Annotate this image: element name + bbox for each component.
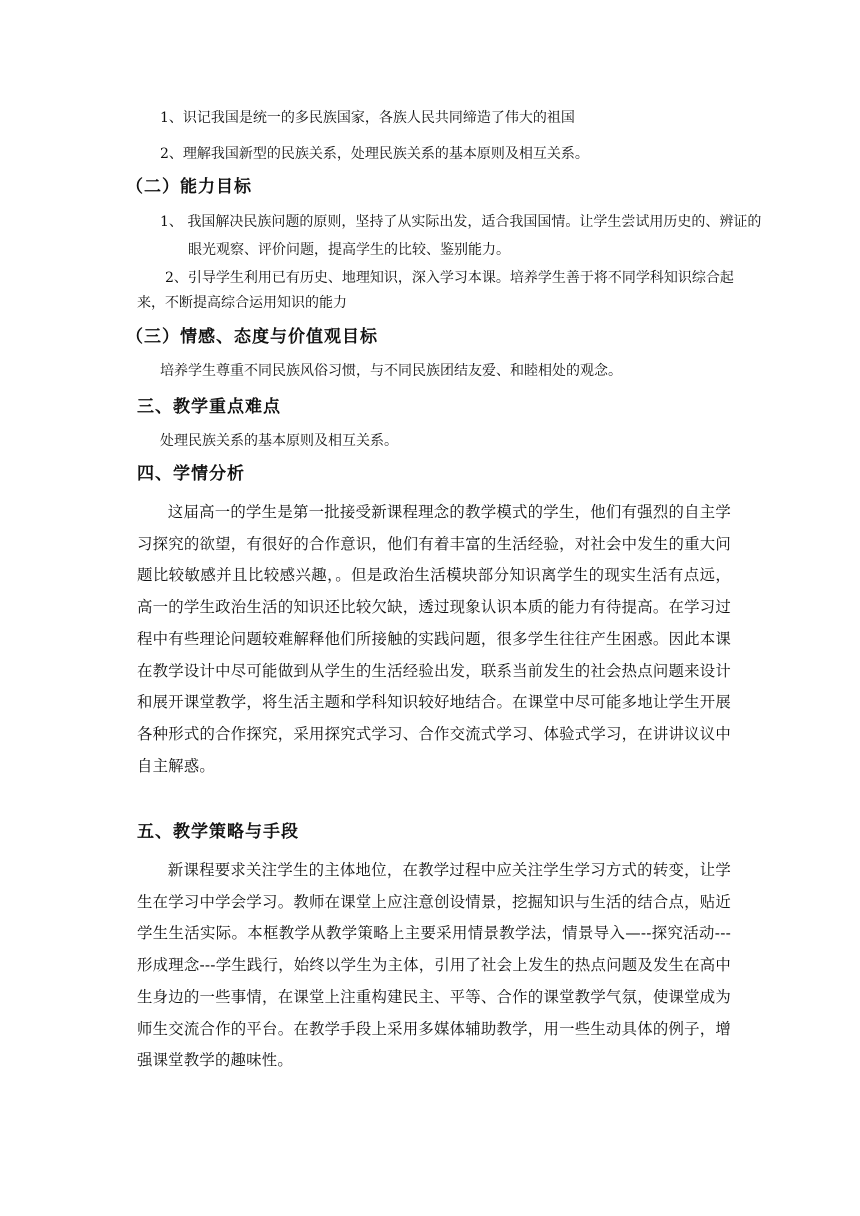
knowledge-goal-1: 1、识记我国是统一的多民族国家，各族人民共同缔造了伟大的祖国 [160,110,575,126]
ability-goal-1: 1、 我国解决民族问题的原则，坚持了从实际出发，适合我国国情。让学生尝试用历史的、辨证的眼光观察、评价问题，提高学生的比较、鉴别能力。 [160,214,762,258]
teaching-strategy-heading: 五、教学策略与手段 [137,822,299,842]
knowledge-goal-2: 2、理解我国新型的民族关系，处理民族关系的基本原则及相互关系。 [160,146,589,162]
ability-goals-heading: （二）能力目标 [126,177,252,197]
emotion-goals-heading: （三）情感、态度与价值观目标 [126,327,378,347]
student-analysis-paragraph: 这届高一的学生是第一批接受新课程理念的教学模式的学生，他们有强烈的自主学习探究的欲望，有很好的合作意识，他们有着丰富的生活经验，对社会中发生的重大问题比较敏感并且比较感兴趣，。但是政治生活模块部分知识离学生的现实生活有点远，高一的学生政治生活的知识还比较欠缺，透过现象认识本质的能力有待提高。在学习过程中有些理论问题较难解释他们所接触的实践问题，很多学生往往产生困惑。因此本课在教学设计中尽可能做到从学生的生活经验出发，联系当前发生的社会热点问题来设计和展开课堂教学，将生活主题和学科知识较好地结合。在课堂中尽可能多地让学生开展各种形式的合作探究，采用探究式学习、合作交流式学习、体验式学习，在讲讲议议中自主解惑。 [137,503,731,775]
key-points-heading: 三、教学重点难点 [137,397,281,417]
teaching-strategy-paragraph: 新课程要求关注学生的主体地位，在教学过程中应关注学生学习方式的转变，让学生在学习中学会学习。教师在课堂上应注意创设情景，挖掘知识与生活的结合点，贴近学生生活实际。本框教学从教学策略上主要采用情景教学法，情景导入—--探究活动---形成理念---学生践行，始终以学生为主体，引用了社会上发生的热点问题及发生在高中生身边的一些事情，在课堂上注重构建民主、平等、合作的课堂教学气氛，使课堂成为师生交流合作的平台。在教学手段上采用多媒体辅助教学，用一些生动具体的例子，增强课堂教学的趣味性。 [137,861,731,1070]
key-points-text: 处理民族关系的基本原则及相互关系。 [160,433,398,449]
student-analysis-heading: 四、学情分析 [137,464,245,484]
emotion-goals-text: 培养学生尊重不同民族风俗习惯，与不同民族团结友爱、和睦相处的观念。 [160,363,622,379]
ability-goal-2: 2、引导学生利用已有历史、地理知识，深入学习本课。培养学生善于将不同学科知识综合起来，不断提高综合运用知识的能力 [137,270,734,311]
